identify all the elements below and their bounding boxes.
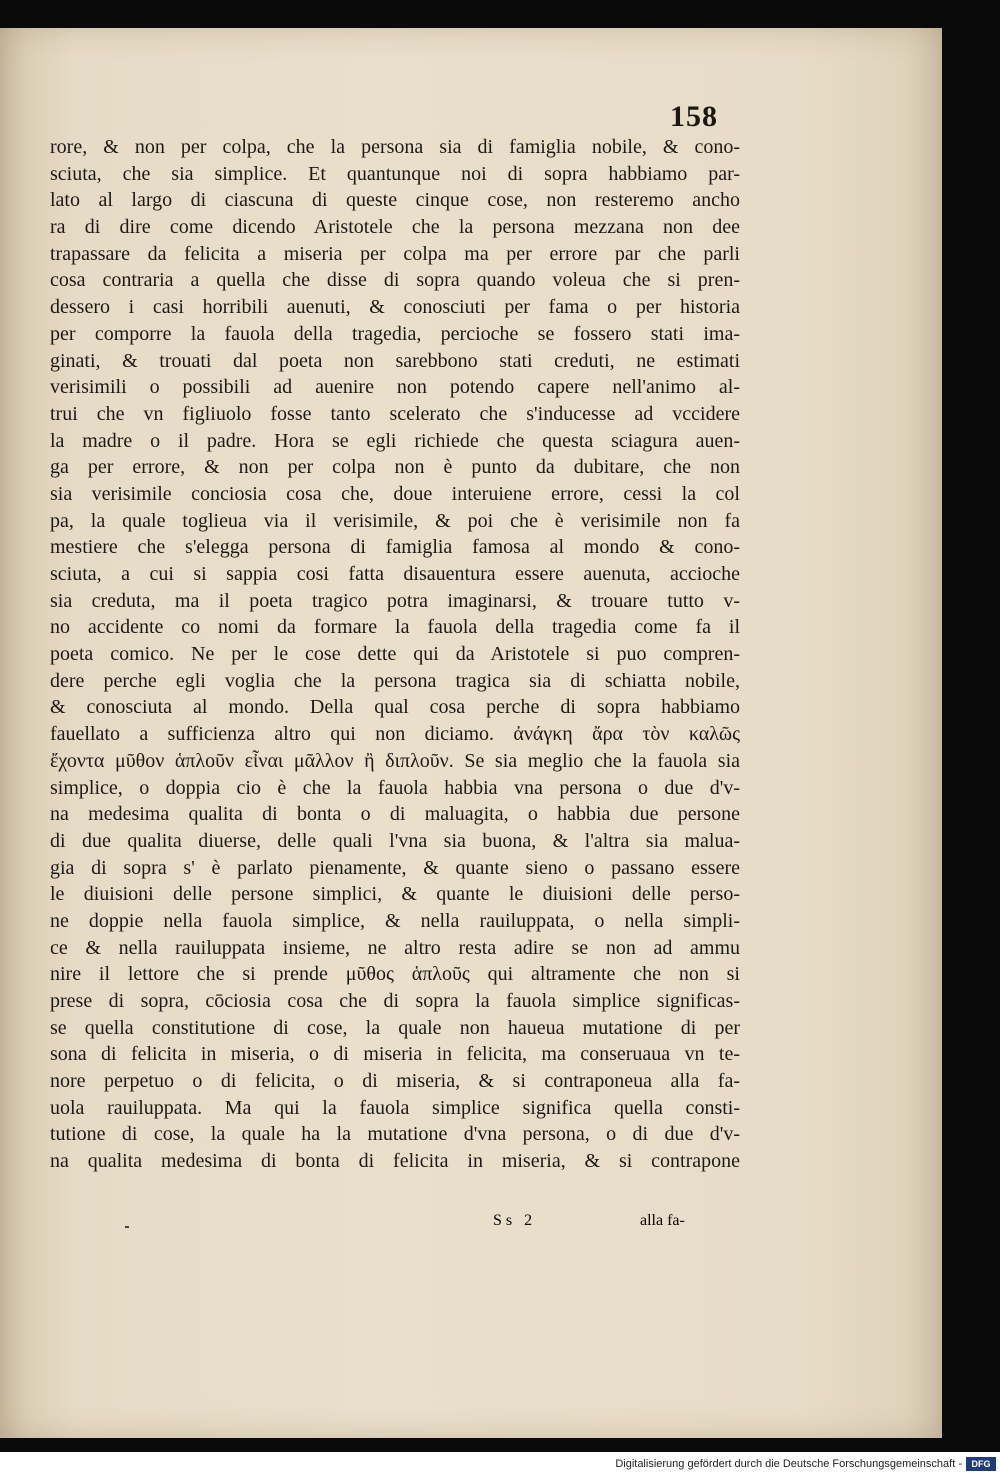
text-line: uola rauiluppata. Ma qui la fauola simplice significa quella consti-: [50, 1096, 740, 1119]
text-line: ce & nella rauiluppata insieme, ne altro resta adire se non ad ammu: [50, 936, 740, 959]
text-line: se quella constitutione di cose, la quale non haueua mutatione di per: [50, 1016, 740, 1039]
text-line: verisimili o possibili ad auenire non potendo capere nell'animo al-: [50, 376, 740, 399]
ink-mark: [125, 1226, 129, 1228]
page-footer: [50, 1206, 740, 1236]
text-line: no accidente co nomi da formare la fauola della tragedia come fa il: [50, 616, 740, 639]
text-line: sona di felicita in miseria, o di miseria in felicita, ma conseruaua vn te-: [50, 1043, 740, 1066]
text-line: tutione di cose, la quale ha la mutatione d'vna persona, o di due d'v-: [50, 1123, 740, 1146]
text-line: poeta comico. Ne per le cose dette qui da Aristotele si puo compren-: [50, 643, 740, 666]
text-line: prese di sopra, cōciosia cosa che di sopra la fauola simplice significas-: [50, 990, 740, 1012]
text-line: dere perche egli voglia che la persona tragica sia di schiatta nobile,: [50, 669, 740, 692]
text-line: sia verisimile conciosia cosa che, doue interuiene errore, cessi la col: [50, 482, 740, 505]
text-line: sia creduta, ma il poeta tragico potra imaginarsi, & trouare tutto v-: [50, 589, 740, 612]
text-line: ga per errore, & non per colpa non è punto da dubitare, che non: [50, 456, 740, 479]
catchword: alla fa-: [640, 1212, 685, 1229]
text-line: ginati, & trouati dal poeta non sarebbono stati creduti, ne estimati: [50, 349, 740, 372]
signature-mark: Ss 2: [493, 1212, 537, 1229]
text-line: simplice, o doppia cio è che la fauola habbia vna persona o due d'v-: [50, 776, 740, 799]
text-line: nire il lettore che si prende μῦθος ἁπλοῦς qui altramente che non si: [50, 963, 740, 986]
text-line: pa, la quale toglieua via il verisimile, & poi che è verisimile non fa: [50, 509, 740, 532]
text-line: rore, & non per colpa, che la persona sia di famiglia nobile, & cono-: [50, 136, 740, 158]
dfg-logo: DFG: [966, 1457, 996, 1471]
text-line: cosa contraria a quella che disse di sopra quando voleua che si pren-: [50, 269, 740, 292]
text-line: lato al largo di ciascuna di queste cinque cose, non resteremo ancho: [50, 189, 740, 212]
credit-bar: [0, 1452, 1000, 1479]
text-line: ἔχοντα μῦθον ἁπλοῦν εἶναι μᾶλλον ἢ διπλοῦν. Se sia meglio che la fauola sia: [50, 749, 740, 772]
text-line: na qualita medesima di bonta di felicita in miseria, & si contrapone: [50, 1150, 740, 1173]
funding-credit: Digitalisierung gefördert durch die Deutsche Forschungsgemeinschaft -: [615, 1458, 962, 1470]
text-line: dessero i casi horribili auenuti, & conosciuti per fama o per historia: [50, 296, 740, 319]
text-line: le diuisioni delle persone simplici, & quante le diuisioni delle perso-: [50, 883, 740, 906]
text-line: na medesima qualita di bonta o di maluagita, o habbia due persone: [50, 803, 740, 826]
text-line: nore perpetuo o di felicita, o di miseria, & si contraponeua alla fa-: [50, 1070, 740, 1093]
text-line: sciuta, che sia simplice. Et quantunque noi di sopra habbiamo par-: [50, 162, 740, 185]
text-line: ne doppie nella fauola simplice, & nella rauiluppata, o nella simpli-: [50, 909, 740, 932]
text-line: mestiere che s'elegga persona di famiglia famosa al mondo & cono-: [50, 536, 740, 559]
text-line: per comporre la fauola della tragedia, percioche se fossero stati ima-: [50, 322, 740, 345]
text-line: sciuta, a cui si sappia cosi fatta disauentura essere auenuta, accioche: [50, 563, 740, 585]
body-text: [50, 134, 740, 1175]
text-line: ra di dire come dicendo Aristotele che la persona mezzana non dee: [50, 216, 740, 239]
text-line: la madre o il padre. Hora se egli richiede che questa sciagura auen-: [50, 429, 740, 452]
text-line: di due qualita diuerse, delle quali l'vna sia buona, & l'altra sia malua-: [50, 829, 740, 852]
page-number: 158: [670, 100, 718, 133]
text-line: fauellato a sufficienza altro qui non diciamo. ἀνάγκη ἄρα τὸν καλῶς: [50, 723, 740, 746]
text-line: trapassare da felicita a miseria per colpa ma per errore par che parli: [50, 242, 740, 265]
text-line: trui che vn figliuolo fosse tanto scelerato che s'inducesse ad vccidere: [50, 402, 740, 425]
text-line: & conosciuta al mondo. Della qual cosa perche di sopra habbiamo: [50, 696, 740, 719]
text-line: gia di sopra s' è parlato pienamente, & quante sieno o passano essere: [50, 856, 740, 879]
